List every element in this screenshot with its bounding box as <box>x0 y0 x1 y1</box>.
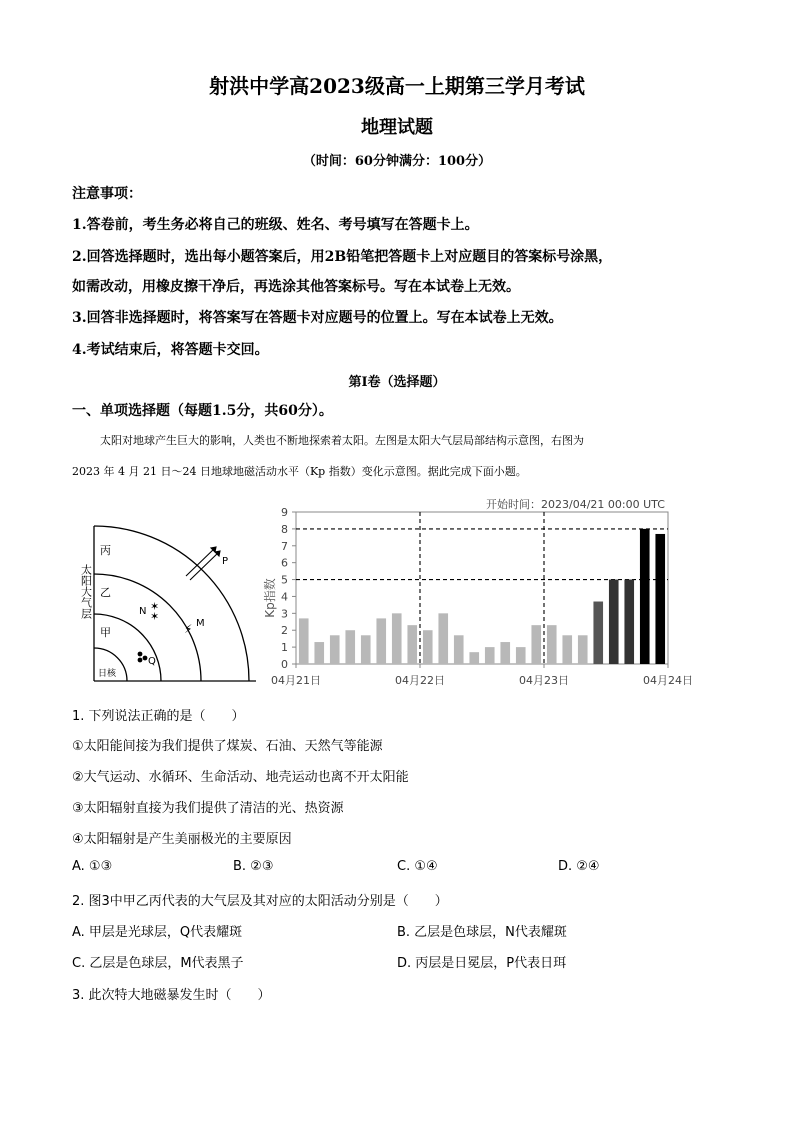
kp-bar <box>376 618 386 664</box>
kp-bar <box>438 613 448 664</box>
volume-heading: 第Ⅰ卷（选择题） <box>348 375 446 390</box>
y-tick-label: 8 <box>281 522 288 536</box>
intro-line-2: 2023 年 4 月 21 日～24 日地球地磁活动水平（Kp 指数）变化示意图。据此完成下面小题。 <box>72 465 527 478</box>
part-heading: 一、单项选择题（每题1.5分，共60分）。 <box>72 403 333 419</box>
q2-option-c[interactable]: C. 乙层是色球层，M代表黑子 <box>72 956 244 971</box>
q2-option-b[interactable]: B. 乙层是色球层，N代表耀斑 <box>397 925 567 940</box>
kp-bar <box>516 647 526 664</box>
y-tick-label: 2 <box>281 624 288 638</box>
marker-q: Q <box>148 656 156 667</box>
kp-bar <box>469 652 479 664</box>
y-tick-label: 3 <box>281 607 288 621</box>
y-tick-label: 6 <box>281 556 288 570</box>
x-tick-label: 04月23日 <box>519 674 569 687</box>
q1-statement: ①太阳能间接为我们提供了煤炭、石油、天然气等能源 <box>72 739 383 754</box>
kp-bar <box>299 618 309 664</box>
q1-statement: ②大气运动、水循环、生命活动、地壳运动也离不开太阳能 <box>72 770 409 785</box>
kp-bar <box>407 625 417 664</box>
kp-bar <box>423 630 433 664</box>
star-icon: ✶ <box>150 610 160 623</box>
notice-heading: 注意事项： <box>72 186 142 202</box>
exam-meta: （时间：60分钟满分：100分） <box>302 154 492 169</box>
kp-bar <box>547 625 557 664</box>
notice-item: 如需改动，用橡皮擦干净后，再选涂其他答案标号。写在本试卷上无效。 <box>72 279 520 295</box>
q1-statement: ④太阳辐射是产生美丽极光的主要原因 <box>72 832 292 847</box>
kp-bar <box>655 534 665 664</box>
notice-item: 3.回答非选择题时，将答案写在答题卡对应题号的位置上。写在本试卷上无效。 <box>72 310 563 326</box>
y-tick-label: 9 <box>281 506 288 519</box>
layer-label-yi: 乙 <box>100 586 111 599</box>
q1-option-d[interactable]: D. ②④ <box>558 859 600 874</box>
kp-index-chart <box>258 492 708 692</box>
kp-bar <box>562 635 572 664</box>
kp-bar <box>485 647 495 664</box>
x-tick-label: 04月21日 <box>271 674 321 687</box>
notice-item: 2.回答选择题时，选出每小题答案后，用2B铅笔把答题卡上对应题目的答案标号涂黑， <box>72 249 613 265</box>
sunspot-dot <box>138 658 143 663</box>
q1-option-b[interactable]: B. ②③ <box>233 859 274 874</box>
flare-icon: ⚡ <box>184 622 193 636</box>
sunspot-dot <box>143 656 148 661</box>
notice-item: 1.答卷前，考生务必将自己的班级、姓名、考号填写在答题卡上。 <box>72 217 479 233</box>
star-icon: ✶ <box>150 600 160 613</box>
y-tick-label: 4 <box>281 590 288 604</box>
chart-ylabel: Kp指数 <box>263 578 277 618</box>
subject-title: 地理试题 <box>361 117 433 138</box>
q1-option-a[interactable]: A. ①③ <box>72 859 113 874</box>
y-tick-label: 1 <box>281 641 288 655</box>
chart-title: 开始时间：2023/04/21 00:00 UTC <box>486 498 665 511</box>
kp-bar <box>609 580 619 664</box>
kp-bar <box>454 635 464 664</box>
intro-line-1: 太阳对地球产生巨大的影响，人类也不断地探索着太阳。左图是太阳大气层局部结构示意图，右图为 <box>100 434 584 447</box>
p-arrows <box>186 547 220 580</box>
y-tick-label: 0 <box>281 658 288 671</box>
q1-option-c[interactable]: C. ①④ <box>397 859 438 874</box>
q1-statement: ③太阳辐射直接为我们提供了清洁的光、热资源 <box>72 801 344 816</box>
q2-option-d[interactable]: D. 丙层是日冕层，P代表日珥 <box>397 956 567 971</box>
x-tick-label: 04月24日 <box>643 674 693 687</box>
layer-label-jia: 甲 <box>100 626 111 639</box>
kp-bar <box>531 625 541 664</box>
kp-bar <box>392 613 402 664</box>
layer-label-bing: 丙 <box>100 544 111 557</box>
sunspot-dot <box>138 652 143 657</box>
kp-bar <box>330 635 340 664</box>
y-tick-label: 7 <box>281 539 288 553</box>
marker-n: N <box>139 606 147 617</box>
exam-title: 射洪中学高2023级高一上期第三学月考试 <box>209 74 585 98</box>
q3-stem: 3. 此次特大地磁暴发生时（ ） <box>72 988 271 1003</box>
q1-stem: 1. 下列说法正确的是（ ） <box>72 709 245 724</box>
q2-stem: 2. 图3中甲乙丙代表的大气层及其对应的太阳活动分别是（ ） <box>72 894 448 909</box>
x-tick-label: 04月22日 <box>395 674 445 687</box>
kp-bar <box>500 642 510 664</box>
notice-item: 4.考试结束后，将答题卡交回。 <box>72 342 269 358</box>
sun-atmosphere-diagram <box>70 518 270 690</box>
kp-bar <box>345 630 355 664</box>
side-label: 太阳大气层 <box>79 564 93 619</box>
y-tick-label: 5 <box>281 573 288 587</box>
kp-bar <box>361 635 371 664</box>
marker-m: M <box>196 618 205 629</box>
kp-bar <box>578 635 588 664</box>
kp-bar <box>640 529 650 664</box>
layer-label-core: 日核 <box>98 669 117 679</box>
kp-bar <box>624 580 634 664</box>
marker-p: P <box>222 556 229 567</box>
q2-option-a[interactable]: A. 甲层是光球层，Q代表耀斑 <box>72 925 243 940</box>
kp-bar <box>314 642 324 664</box>
kp-bar <box>593 602 603 664</box>
